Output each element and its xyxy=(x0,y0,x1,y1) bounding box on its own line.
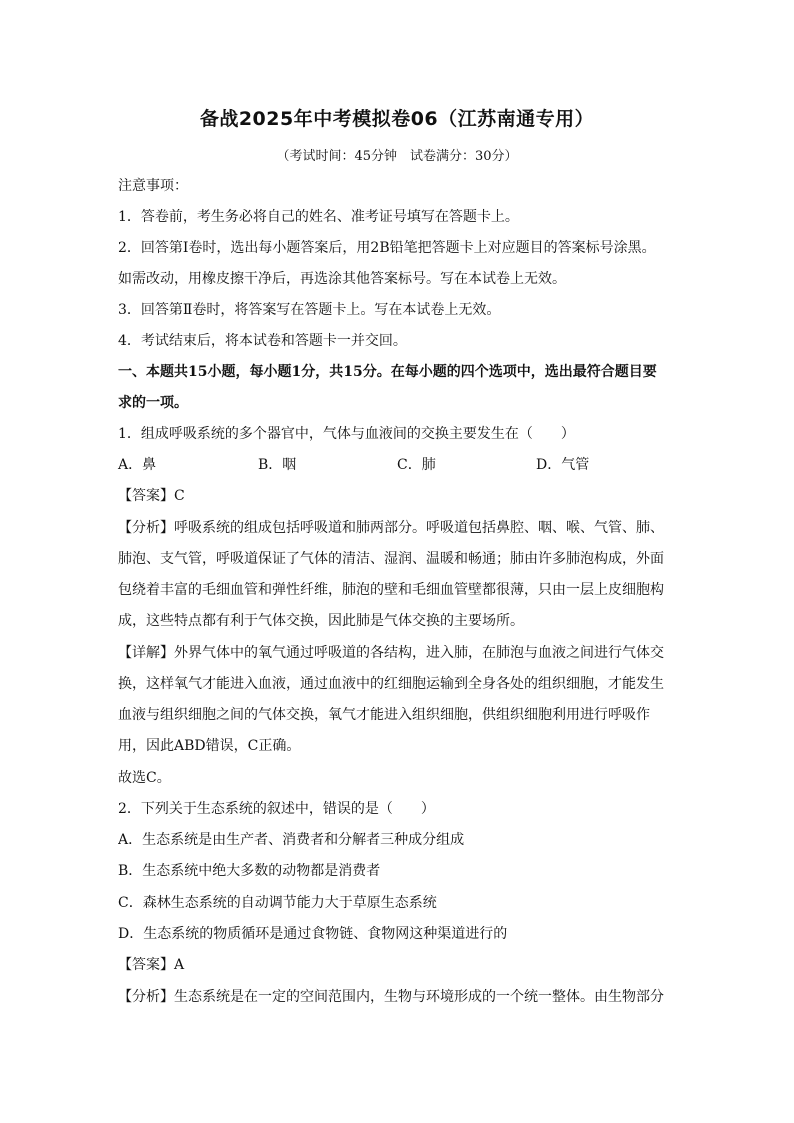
notice-heading: 注意事项： xyxy=(118,178,188,194)
question-1-detail-line-4: 用，因此ABD错误，C正确。 xyxy=(118,738,301,754)
question-1-detail-line-3: 血液与组织细胞之间的气体交换，氧气才能进入组织细胞，供组织细胞利用进行呼吸作 xyxy=(118,707,650,723)
notice-item-1: 1．答卷前，考生务必将自己的姓名、准考证号填写在答题卡上。 xyxy=(118,209,519,225)
question-1-conclusion: 故选C。 xyxy=(118,770,171,786)
notice-item-3: 3．回答第Ⅱ卷时，将答案写在答题卡上。写在本试卷上无效。 xyxy=(118,302,501,318)
question-1-option-c: C．肺 xyxy=(397,457,436,473)
question-1-detail-line-2: 换，这样氧气才能进入血液，通过血液中的红细胞运输到全身各处的组织细胞，才能发生 xyxy=(118,676,664,692)
exam-info: （考试时间：45分钟 试卷满分：30分） xyxy=(276,149,518,164)
question-2-option-d: D．生态系统的物质循环是通过食物链、食物网这种渠道进行的 xyxy=(118,926,508,942)
question-1-option-a: A．鼻 xyxy=(118,457,157,473)
question-1-analysis-line-2: 肺泡、支气管，呼吸道保证了气体的清洁、湿润、温暖和畅通；肺由许多肺泡构成，外面 xyxy=(118,551,664,567)
question-2-option-b: B．生态系统中绝大多数的动物都是消费者 xyxy=(118,863,381,879)
question-2-stem: 2．下列关于生态系统的叙述中，错误的是（ ） xyxy=(118,801,435,817)
page-title: 备战2025年中考模拟卷06（江苏南通专用） xyxy=(199,108,595,130)
notice-item-4: 4．考试结束后，将本试卷和答题卡一并交回。 xyxy=(118,333,407,349)
section-heading-cont: 求的一项。 xyxy=(118,395,188,411)
question-2-analysis-line-1: 【分析】生态系统是在一定的空间范围内，生物与环境形成的一个统一整体。由生物部分 xyxy=(118,989,664,1005)
question-1-analysis-line-4: 成，这些特点都有利于气体交换，因此肺是气体交换的主要场所。 xyxy=(118,613,524,629)
question-2-answer: 【答案】A xyxy=(118,957,185,973)
question-1-stem: 1．组成呼吸系统的多个器官中，气体与血液间的交换主要发生在（ ） xyxy=(118,426,575,442)
question-1-analysis-line-1: 【分析】呼吸系统的组成包括呼吸道和肺两部分。呼吸道包括鼻腔、咽、喉、气管、肺、 xyxy=(118,520,664,536)
question-1-option-b: B．咽 xyxy=(258,457,297,473)
question-1-detail-line-1: 【详解】外界气体中的氧气通过呼吸道的各结构，进入肺，在肺泡与血液之间进行气体交 xyxy=(118,645,664,661)
question-1-answer: 【答案】C xyxy=(118,488,185,504)
notice-item-2: 2．回答第Ⅰ卷时，选出每小题答案后，用2B铅笔把答题卡上对应题目的答案标号涂黑。 xyxy=(118,240,656,256)
question-1-analysis-line-3: 包绕着丰富的毛细血管和弹性纤维，肺泡的壁和毛细血管壁都很薄，只由一层上皮细胞构 xyxy=(118,582,664,598)
section-heading: 一、本题共15小题，每小题1分，共15分。在每小题的四个选项中，选出最符合题目要 xyxy=(118,364,657,380)
notice-item-2-cont: 如需改动，用橡皮擦干净后，再选涂其他答案标号。写在本试卷上无效。 xyxy=(118,271,566,287)
question-2-option-a: A．生态系统是由生产者、消费者和分解者三种成分组成 xyxy=(118,832,465,848)
question-1-option-d: D．气管 xyxy=(536,457,590,473)
question-2-option-c: C．森林生态系统的自动调节能力大于草原生态系统 xyxy=(118,895,437,911)
